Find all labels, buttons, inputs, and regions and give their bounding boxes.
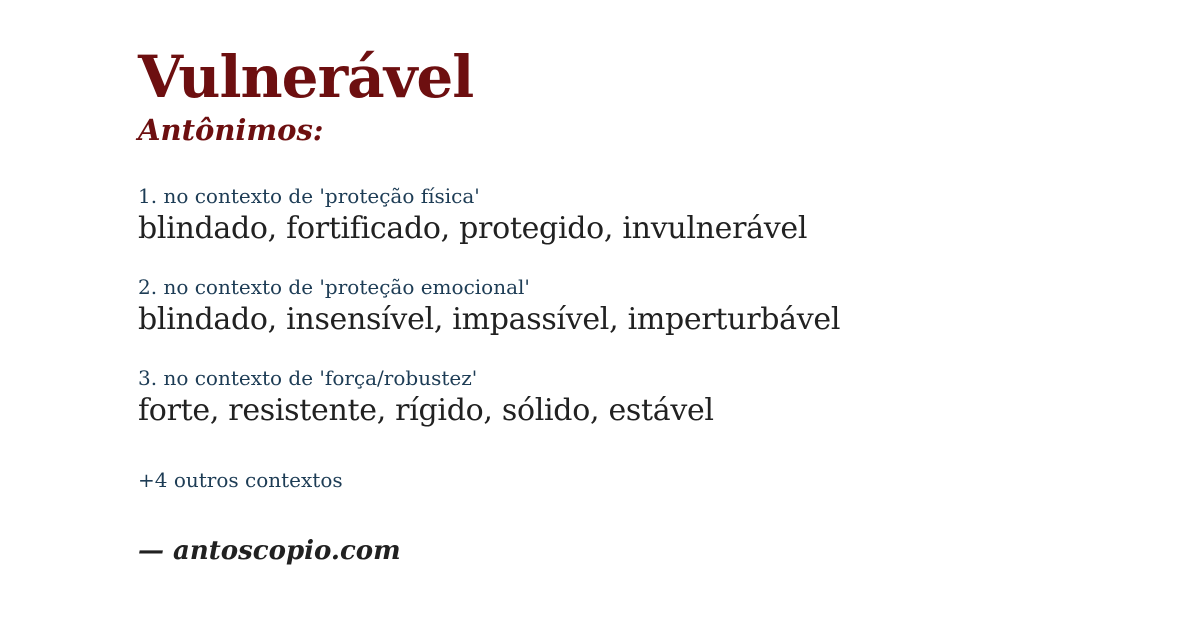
context-section-1 [138, 185, 1140, 247]
more-contexts-link[interactable]: +4 outros contextos [138, 468, 343, 492]
antonym-list-3: forte, resistente, rígido, sólido, estável [138, 393, 714, 428]
context-sections [138, 185, 1140, 429]
antonym-list-1: blindado, fortificado, protegido, invulnerável [138, 211, 808, 246]
context-label-3: 3. no contexto de 'força/robustez' [138, 366, 478, 390]
antonyms-heading: Antônimos: [138, 113, 324, 147]
context-section-3 [138, 367, 1140, 429]
context-label-2: 2. no contexto de 'proteção emocional' [138, 275, 530, 299]
antonym-list-2: blindado, insensível, impassível, imperturbável [138, 302, 841, 337]
context-label-1: 1. no contexto de 'proteção física' [138, 184, 480, 208]
context-section-2 [138, 276, 1140, 338]
word-title: Vulnerável [138, 43, 474, 111]
source-attribution: — antoscopio.com [138, 536, 401, 566]
